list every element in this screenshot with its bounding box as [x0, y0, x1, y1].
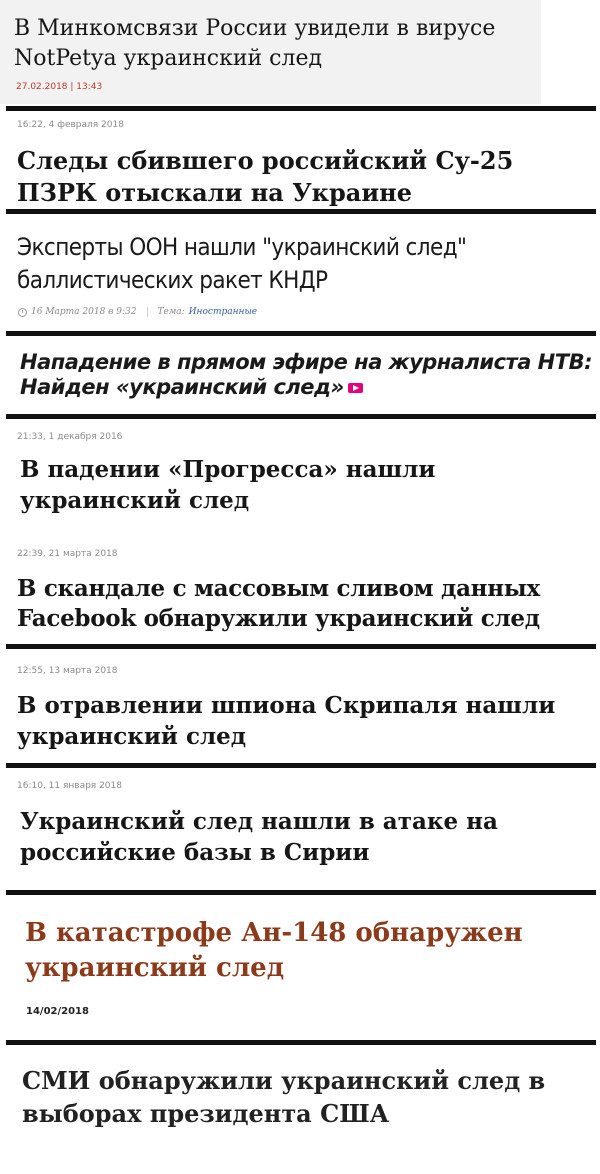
headline[interactable]: Украинский след нашли в атаке на российские базы в Сирии [20, 808, 498, 866]
publish-datetime: 22:39, 21 марта 2018 [17, 549, 118, 559]
headline[interactable]: В отравлении шпиона Скрипаля нашли украинский след [17, 692, 556, 750]
separator [6, 331, 596, 336]
headline[interactable]: В Минкомсвязи России увидели в вирусе NotPetya украинский след [14, 16, 496, 71]
article-card-skripal [0, 660, 600, 760]
article-meta [18, 307, 257, 317]
meta-divider [147, 307, 148, 317]
separator [6, 890, 596, 895]
article-card-progress [0, 424, 600, 537]
article-card-usa-elections [0, 1050, 600, 1174]
video-play-icon[interactable] [348, 383, 363, 393]
article-card-syria [0, 774, 600, 888]
headline-container[interactable] [20, 350, 595, 400]
headline[interactable]: Нападение в прямом эфире на журналиста НТВ: Найден «украинский след» [20, 350, 592, 399]
headline[interactable]: В скандале с массовым сливом данных Facebook обнаружили украинский след [17, 575, 540, 632]
publish-datetime: 21:33, 1 декабря 2016 [17, 432, 123, 442]
publish-datetime: 16:10, 11 января 2018 [17, 781, 122, 791]
headline[interactable]: Эксперты ООН нашли "украинский след" баллистических ракет КНДР [17, 233, 467, 294]
headline[interactable]: Следы сбившего российский Су-25 ПЗРК отыскали на Украине [17, 146, 514, 207]
clock-icon [18, 308, 27, 317]
publish-date: 27.02.2018 | 13:43 [16, 82, 103, 92]
article-card-notpetya [0, 0, 600, 108]
publish-date: 14/02/2018 [26, 1006, 89, 1017]
separator [6, 414, 596, 419]
separator [6, 209, 596, 214]
article-card-su25 [0, 113, 600, 210]
article-card-facebook [0, 542, 600, 642]
separator [6, 106, 596, 111]
article-card-an148 [0, 898, 600, 1034]
headline[interactable]: В катастрофе Ан-148 обнаружен украинский след [25, 918, 523, 983]
headline[interactable]: В падении «Прогресса» нашли украинский след [20, 456, 436, 514]
article-card-ntv [0, 340, 600, 416]
publish-date: 16 Марта 2018 в 9:32 [31, 307, 137, 317]
tag-label: Тема: [157, 307, 185, 317]
publish-datetime: 12:55, 13 марта 2018 [17, 666, 118, 676]
tag-link[interactable]: Иностранные [188, 307, 258, 317]
publish-datetime: 16:22, 4 февраля 2018 [17, 120, 124, 130]
separator [6, 1040, 596, 1045]
headline[interactable]: СМИ обнаружили украинский след в выборах президента США [22, 1066, 546, 1128]
separator [6, 763, 596, 768]
article-card-un-experts [0, 217, 600, 332]
separator [6, 644, 596, 649]
